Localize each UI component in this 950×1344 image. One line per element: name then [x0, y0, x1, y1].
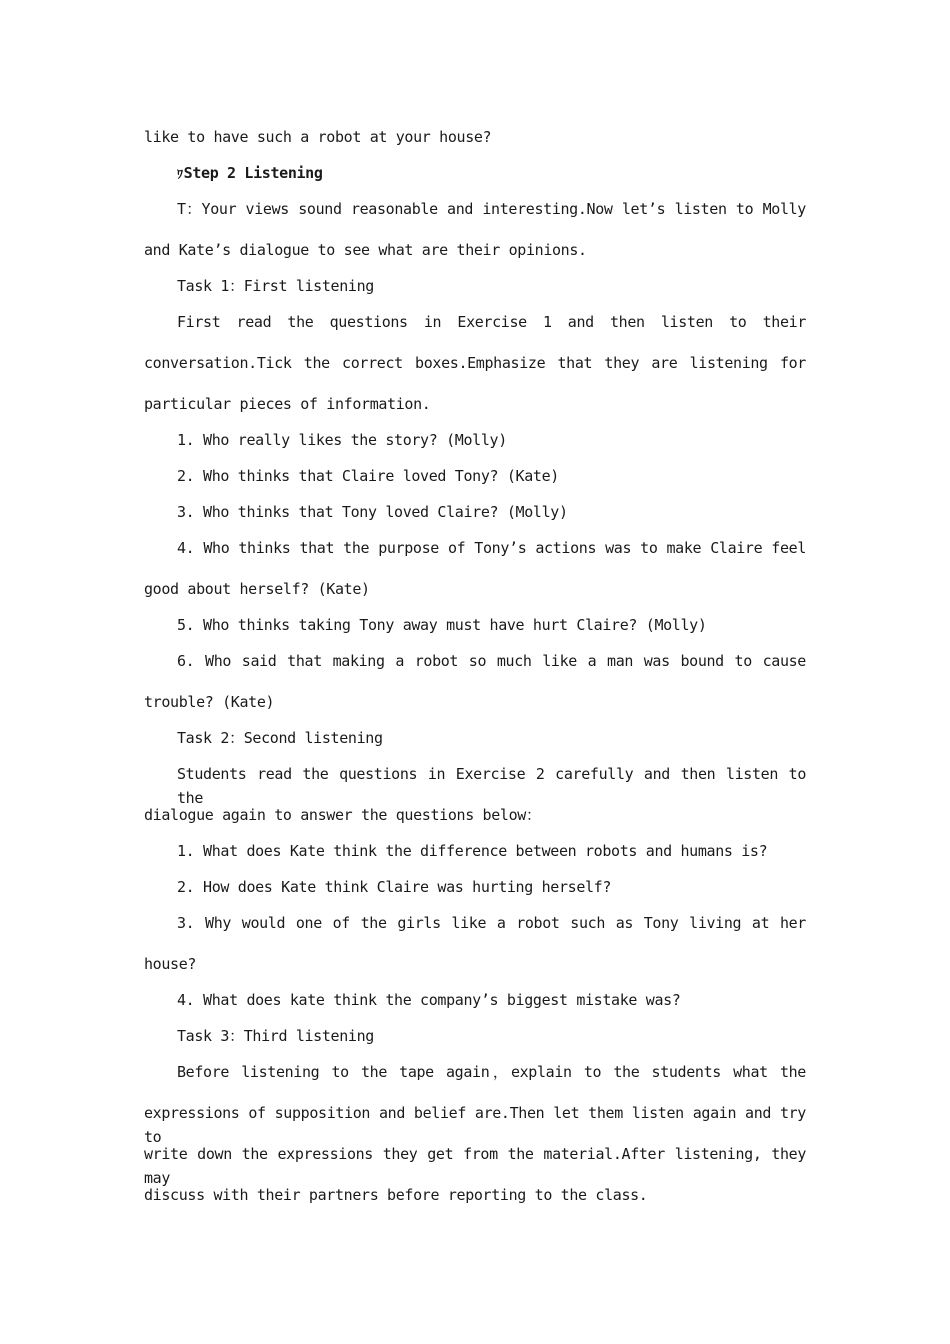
paragraph-line: First read the questions in Exercise 1 and then listen to their — [177, 313, 806, 331]
paragraph-line: T：Your views sound reasonable and interesting.Now let’s listen to Molly — [177, 200, 806, 218]
section-heading-text: Step 2 Listening — [183, 164, 323, 182]
list-item: 2. Who thinks that Claire loved Tony? (Kate) — [177, 467, 559, 485]
task-heading: Task 2：Second listening — [177, 729, 383, 747]
list-item: 5. Who thinks taking Tony away must have hurt Claire? (Molly) — [177, 616, 707, 634]
paragraph-line: dialogue again to answer the questions below： — [144, 806, 541, 824]
section-heading-step-2 — [177, 161, 806, 185]
list-item: 6. Who said that making a robot so much like a man was bound to cause — [177, 652, 806, 670]
paragraph-line: Before listening to the tape again，explain to the students what the — [177, 1063, 806, 1081]
list-item: 3. Who thinks that Tony loved Claire? (Molly) — [177, 503, 568, 521]
list-item: 2. How does Kate think Claire was hurting herself? — [177, 878, 612, 896]
paragraph-line: conversation.Tick the correct boxes.Emphasize that they are listening for — [144, 354, 806, 372]
task-heading: Task 3：Third listening — [177, 1027, 374, 1045]
list-item: 1. What does Kate think the difference between robots and humans is? — [177, 842, 768, 860]
list-item: 4. What does kate think the company’s biggest mistake was? — [177, 991, 681, 1009]
list-item: 1. Who really likes the story? (Molly) — [177, 431, 507, 449]
list-item-continuation: trouble? (Kate) — [144, 693, 275, 711]
list-item: 3. Why would one of the girls like a robot such as Tony living at her — [177, 914, 806, 932]
paragraph-line: discuss with their partners before reporting to the class. — [144, 1186, 648, 1204]
paragraph-line: expressions of supposition and belief are.Then let them listen again and try to — [144, 1104, 806, 1146]
bullet-marker-icon: ﾜ — [177, 167, 183, 181]
list-item-continuation: good about herself? (Kate) — [144, 580, 370, 598]
text-line: like to have such a robot at your house? — [144, 128, 492, 146]
paragraph-line: and Kate’s dialogue to see what are their opinions. — [144, 241, 587, 259]
list-item: 4. Who thinks that the purpose of Tony’s actions was to make Claire feel — [177, 539, 806, 557]
paragraph-line: particular pieces of information. — [144, 395, 431, 413]
task-heading: Task 1：First listening — [177, 277, 374, 295]
list-item-continuation: house? — [144, 955, 197, 973]
paragraph-line: write down the expressions they get from the material.After listening, they may — [144, 1145, 806, 1187]
paragraph-line: Students read the questions in Exercise 2 carefully and then listen to the — [177, 765, 806, 807]
